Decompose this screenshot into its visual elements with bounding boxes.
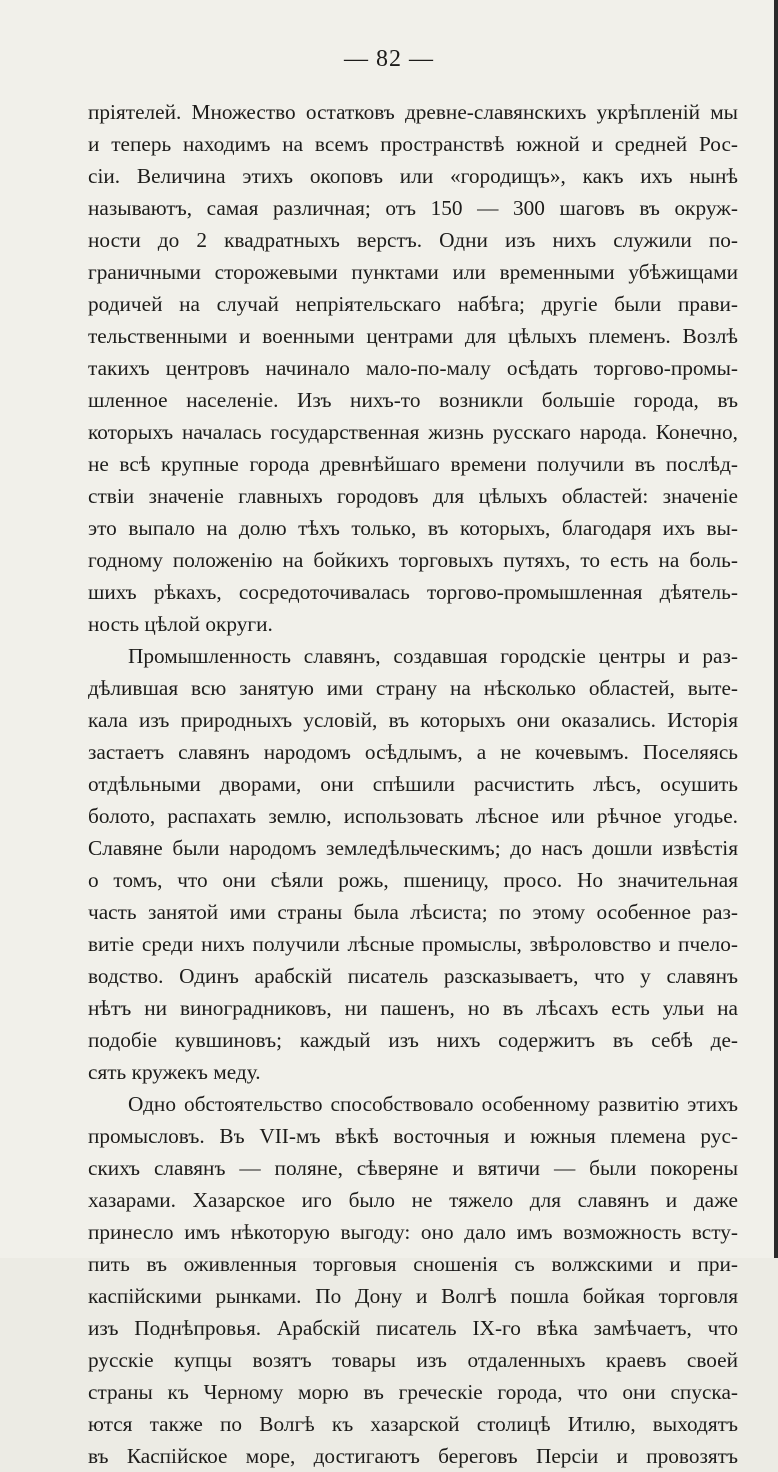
paragraph-start-line: Одно обстоятельство способствовало особенному развитію этихъ (128, 1092, 738, 1116)
text-line: страны къ Черному морю въ греческіе города, что они спуска- (88, 1380, 738, 1404)
text-line: не всѣ крупные города древнѣйшаго времени получили въ послѣд- (88, 452, 738, 476)
text-line: болото, распахать землю, использовать лѣсное или рѣчное угодье. (88, 804, 738, 828)
paragraph-end-line: сять кружекъ меду. (88, 1060, 261, 1084)
text-line: скихъ славянъ — поляне, сѣверяне и вятичи — были покорены (88, 1156, 738, 1180)
text-line: которыхъ началась государственная жизнь русскаго народа. Конечно, (88, 420, 738, 444)
text-line: и теперь находимъ на всемъ пространствѣ южной и средней Рос- (88, 132, 738, 156)
text-line: принесло имъ нѣкоторую выгоду: оно дало имъ возможность всту- (88, 1220, 738, 1244)
text-line: пить въ оживленныя торговыя сношенія съ волжскими и при- (88, 1252, 738, 1276)
text-line: о томъ, что они сѣяли рожь, пшеницу, просо. Но значительная (88, 868, 738, 892)
text-line: часть занятой ими страны была лѣсиста; по этому особенное раз- (88, 900, 738, 924)
text-line: Славяне были народомъ земледѣльческимъ; до насъ дошли извѣстія (88, 836, 738, 860)
text-line: водство. Одинъ арабскій писатель разсказываетъ, что у славянъ (88, 964, 738, 988)
text-line: дѣлившая всю занятую ими страну на нѣсколько областей, выте- (88, 676, 738, 700)
text-line: родичей на случай непріятельскаго набѣга; другіе были прави- (88, 292, 738, 316)
text-line: промысловъ. Въ VII-мъ вѣкѣ восточныя и южныя племена рус- (88, 1124, 738, 1148)
text-line: называютъ, самая различная; отъ 150 — 300 шаговъ въ окруж- (88, 196, 738, 220)
text-line: такихъ центровъ начинало мало-по-малу осѣдать торгово-промы- (88, 356, 738, 380)
text-line: ности до 2 квадратныхъ верстъ. Одни изъ нихъ служили по- (88, 228, 738, 252)
text-line: шленное населеніе. Изъ нихъ-то возникли большіе города, въ (88, 388, 738, 412)
text-line: нѣтъ ни виноградниковъ, ни пашенъ, но въ лѣсахъ есть ульи на (88, 996, 738, 1020)
text-line: витіе среди нихъ получили лѣсные промыслы, звѣроловство и пчело- (88, 932, 738, 956)
text-line: русскіе купцы возятъ товары изъ отдаленныхъ краевъ своей (88, 1348, 738, 1372)
paragraph-end-line: ность цѣлой округи. (88, 612, 273, 636)
text-line: застаетъ славянъ народомъ осѣдлымъ, а не кочевымъ. Поселяясь (88, 740, 738, 764)
page-edge-border (774, 0, 778, 1258)
text-line: ются также по Волгѣ къ хазарской столицѣ Итилю, выходятъ (88, 1412, 738, 1436)
text-line: отдѣльными дворами, они спѣшили расчистить лѣсъ, осушить (88, 772, 738, 796)
text-line: въ Каспійское море, достигаютъ береговъ Персіи и провозятъ (88, 1444, 738, 1468)
text-line: сіи. Величина этихъ окоповъ или «городищъ», какъ ихъ нынѣ (88, 164, 738, 188)
text-line: это выпало на долю тѣхъ только, въ которыхъ, благодаря ихъ вы- (88, 516, 738, 540)
text-line: ствіи значеніе главныхъ городовъ для цѣлыхъ областей: значеніе (88, 484, 738, 508)
text-line: кала изъ природныхъ условій, въ которыхъ они оказались. Исторія (88, 708, 738, 732)
text-line: пріятелей. Множество остатковъ древне-славянскихъ укрѣпленій мы (88, 100, 738, 124)
text-line: подобіе кувшиновъ; каждый изъ нихъ содержитъ въ себѣ де- (88, 1028, 738, 1052)
text-line: годному положенію на бойкихъ торговыхъ путяхъ, то есть на боль- (88, 548, 738, 572)
text-line: тельственными и военными центрами для цѣлыхъ племенъ. Возлѣ (88, 324, 738, 348)
paragraph-start-line: Промышленность славянъ, создавшая городскіе центры и раз- (128, 644, 738, 668)
text-line: хазарами. Хазарское иго было не тяжело для славянъ и даже (88, 1188, 738, 1212)
page-number: — 82 — (344, 46, 434, 72)
text-line: каспійскими рынками. По Дону и Волгѣ пошла бойкая торговля (88, 1284, 738, 1308)
body-text (88, 96, 738, 1472)
text-line: граничными сторожевыми пунктами или временными убѣжищами (88, 260, 738, 284)
text-line: изъ Поднѣпровья. Арабскій писатель IX-го вѣка замѣчаетъ, что (88, 1316, 738, 1340)
text-line: шихъ рѣкахъ, сосредоточивалась торгово-промышленная дѣятель- (88, 580, 738, 604)
